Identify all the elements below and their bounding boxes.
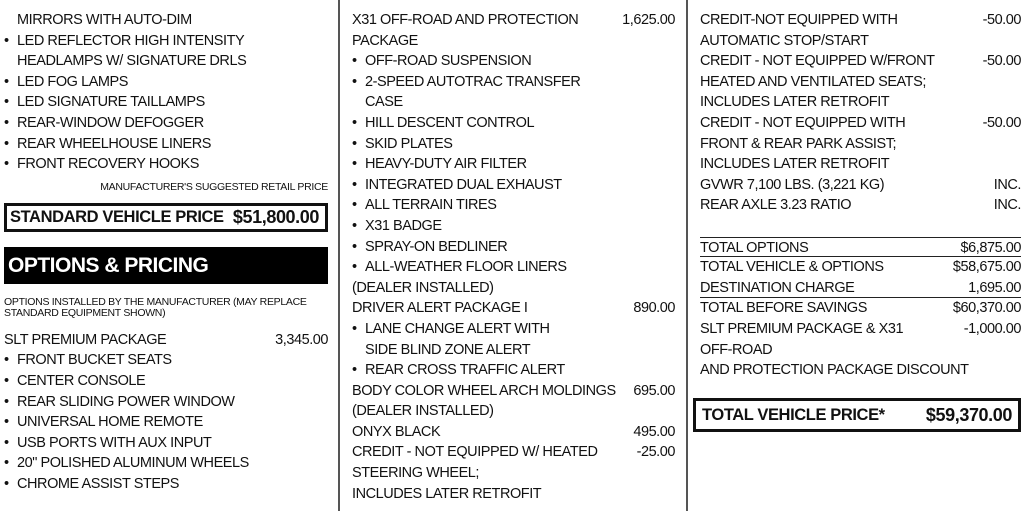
item-label: • LANE CHANGE ALERT WITH bbox=[352, 319, 550, 340]
item-label: INCLUDES LATER RETROFIT bbox=[700, 156, 890, 173]
item-label: • FRONT BUCKET SEATS bbox=[4, 350, 172, 371]
price-line-item bbox=[700, 10, 1021, 31]
item-label: • OFF-ROAD SUSPENSION bbox=[352, 51, 531, 72]
list-item bbox=[700, 216, 1021, 237]
list-item bbox=[352, 134, 675, 155]
item-label: • REAR-WINDOW DEFOGGER bbox=[4, 113, 204, 134]
list-item bbox=[352, 463, 675, 484]
list-item bbox=[700, 72, 1021, 93]
list-item bbox=[352, 237, 675, 258]
list-item bbox=[700, 134, 1021, 155]
list-item bbox=[4, 453, 328, 474]
item-label: CREDIT - NOT EQUIPPED W/FRONT bbox=[700, 53, 935, 70]
list-item bbox=[700, 31, 1021, 52]
standard-price-value: $51,800.00 bbox=[232, 206, 319, 227]
list-item bbox=[4, 31, 328, 52]
item-label: ONYX BLACK bbox=[352, 423, 441, 440]
item-label: • INTEGRATED DUAL EXHAUST bbox=[352, 175, 562, 196]
list-item bbox=[700, 340, 1021, 361]
column-options-continued bbox=[352, 10, 675, 504]
standard-vehicle-price-box bbox=[4, 203, 328, 232]
price-line-item bbox=[700, 175, 1021, 196]
list-item bbox=[700, 360, 1021, 381]
item-price: -50.00 bbox=[982, 53, 1021, 70]
item-price: -50.00 bbox=[982, 12, 1021, 28]
list-item bbox=[4, 134, 328, 155]
item-label: SIDE BLIND ZONE ALERT bbox=[365, 341, 531, 358]
item-price: 495.00 bbox=[633, 423, 675, 440]
item-price: $58,675.00 bbox=[952, 259, 1021, 276]
item-label: (DEALER INSTALLED) bbox=[352, 279, 494, 296]
item-price: -25.00 bbox=[636, 444, 675, 461]
price-line-item bbox=[700, 298, 1021, 319]
item-label: PACKAGE bbox=[352, 32, 418, 49]
item-label: • LED SIGNATURE TAILLAMPS bbox=[4, 92, 205, 113]
item-label: • SPRAY-ON BEDLINER bbox=[352, 237, 507, 258]
item-label: • HEAVY-DUTY AIR FILTER bbox=[352, 154, 527, 175]
item-label: CREDIT - NOT EQUIPPED WITH bbox=[700, 114, 906, 131]
list-item bbox=[352, 113, 675, 134]
list-item bbox=[352, 484, 675, 505]
column-divider bbox=[338, 0, 340, 511]
item-label: SLT PREMIUM PACKAGE & X31 bbox=[700, 320, 904, 337]
item-price: 1,695.00 bbox=[968, 279, 1021, 296]
options-list bbox=[4, 330, 328, 495]
item-price: $60,370.00 bbox=[952, 300, 1021, 317]
price-line-item bbox=[352, 298, 675, 319]
item-label: • ALL-WEATHER FLOOR LINERS bbox=[352, 257, 567, 278]
item-label: BODY COLOR WHEEL ARCH MOLDINGS bbox=[352, 382, 616, 399]
msrp-label: MANUFACTURER'S SUGGESTED RETAIL PRICE bbox=[100, 180, 328, 193]
column-credits-and-totals bbox=[700, 10, 1021, 381]
item-label: MIRRORS WITH AUTO-DIM bbox=[17, 12, 192, 28]
item-label: • SKID PLATES bbox=[352, 134, 452, 155]
item-label: TOTAL OPTIONS bbox=[700, 239, 809, 256]
total-vehicle-price-box bbox=[693, 398, 1021, 432]
item-label: • CENTER CONSOLE bbox=[4, 371, 145, 392]
item-label: GVWR 7,100 LBS. (3,221 KG) bbox=[700, 176, 885, 193]
item-label: AUTOMATIC STOP/START bbox=[700, 32, 869, 49]
list-item bbox=[4, 392, 328, 413]
item-label: CREDIT-NOT EQUIPPED WITH bbox=[700, 12, 898, 28]
item-price: 695.00 bbox=[633, 382, 675, 399]
item-label: • REAR CROSS TRAFFIC ALERT bbox=[352, 360, 565, 381]
item-label: • LED REFLECTOR HIGH INTENSITY bbox=[4, 31, 244, 52]
item-price: 3,345.00 bbox=[275, 331, 328, 348]
list-item bbox=[352, 175, 675, 196]
list-item bbox=[4, 371, 328, 392]
list-item bbox=[352, 72, 675, 93]
item-label: • FRONT RECOVERY HOOKS bbox=[4, 154, 199, 175]
list-item bbox=[352, 360, 675, 381]
item-label: CREDIT - NOT EQUIPPED W/ HEATED bbox=[352, 444, 598, 461]
item-label: SLT PREMIUM PACKAGE bbox=[4, 331, 167, 348]
item-price: 890.00 bbox=[633, 300, 675, 317]
list-item bbox=[4, 474, 328, 495]
list-item bbox=[352, 319, 675, 340]
item-label: TOTAL BEFORE SAVINGS bbox=[700, 300, 867, 317]
item-label: DRIVER ALERT PACKAGE I bbox=[352, 300, 528, 317]
list-item bbox=[352, 257, 675, 278]
list-item bbox=[700, 92, 1021, 113]
total-price-value: $59,370.00 bbox=[925, 404, 1012, 425]
price-line-item bbox=[700, 319, 1021, 340]
list-item bbox=[352, 340, 675, 361]
price-line-item bbox=[352, 10, 675, 31]
list-item bbox=[4, 154, 328, 175]
price-line-item bbox=[700, 278, 1021, 299]
item-price: $6,875.00 bbox=[960, 239, 1021, 256]
total-price-label: TOTAL VEHICLE PRICE* bbox=[702, 405, 885, 424]
list-item bbox=[4, 350, 328, 371]
list-item bbox=[352, 401, 675, 422]
price-line-item bbox=[700, 51, 1021, 72]
options-pricing-header: OPTIONS & PRICING bbox=[4, 247, 328, 284]
list-item bbox=[4, 72, 328, 93]
item-label: • USB PORTS WITH AUX INPUT bbox=[4, 433, 211, 454]
list-item bbox=[700, 154, 1021, 175]
options-note: OPTIONS INSTALLED BY THE MANUFACTURER (MAY REPLACE STANDARD EQUIPMENT SHOWN) bbox=[4, 295, 307, 320]
item-label: • REAR WHEELHOUSE LINERS bbox=[4, 134, 211, 155]
price-line-item bbox=[352, 442, 675, 463]
column-standard-and-options bbox=[4, 10, 328, 495]
item-label: STEERING WHEEL; bbox=[352, 465, 479, 482]
column-divider bbox=[686, 0, 688, 511]
item-label: • ALL TERRAIN TIRES bbox=[352, 195, 497, 216]
item-label: OFF-ROAD bbox=[700, 341, 773, 358]
item-label: TOTAL VEHICLE & OPTIONS bbox=[700, 259, 884, 276]
item-label: HEADLAMPS W/ SIGNATURE DRLS bbox=[17, 53, 247, 70]
item-label: • 2-SPEED AUTOTRAC TRANSFER bbox=[352, 72, 580, 93]
price-line-item bbox=[700, 195, 1021, 216]
item-price: -50.00 bbox=[982, 114, 1021, 131]
list-item bbox=[352, 216, 675, 237]
item-price: INC. bbox=[993, 176, 1021, 193]
list-item bbox=[4, 51, 328, 72]
price-line-item bbox=[700, 257, 1021, 278]
item-label: AND PROTECTION PACKAGE DISCOUNT bbox=[700, 362, 969, 379]
item-label: • UNIVERSAL HOME REMOTE bbox=[4, 412, 203, 433]
item-label: • REAR SLIDING POWER WINDOW bbox=[4, 392, 235, 413]
item-label: • HILL DESCENT CONTROL bbox=[352, 113, 534, 134]
list-item bbox=[352, 278, 675, 299]
list-item bbox=[4, 412, 328, 433]
item-label: • X31 BADGE bbox=[352, 216, 442, 237]
price-line-item bbox=[4, 330, 328, 351]
item-price: INC. bbox=[993, 197, 1021, 214]
item-label: REAR AXLE 3.23 RATIO bbox=[700, 197, 852, 214]
price-line-item bbox=[700, 237, 1021, 258]
item-label: • 20" POLISHED ALUMINUM WHEELS bbox=[4, 453, 249, 474]
standard-price-label: STANDARD VEHICLE PRICE bbox=[10, 207, 224, 226]
list-item bbox=[352, 31, 675, 52]
list-item bbox=[4, 113, 328, 134]
price-line-item bbox=[352, 381, 675, 402]
list-item bbox=[352, 195, 675, 216]
item-label: • CHROME ASSIST STEPS bbox=[4, 474, 179, 495]
item-price: -1,000.00 bbox=[963, 320, 1021, 337]
item-label: • LED FOG LAMPS bbox=[4, 72, 128, 93]
item-label: CASE bbox=[365, 94, 403, 111]
item-label: INCLUDES LATER RETROFIT bbox=[352, 485, 542, 502]
item-label: HEATED AND VENTILATED SEATS; bbox=[700, 73, 926, 90]
item-label: (DEALER INSTALLED) bbox=[352, 403, 494, 420]
list-item bbox=[4, 92, 328, 113]
list-item bbox=[352, 154, 675, 175]
list-item bbox=[4, 433, 328, 454]
price-line-item bbox=[700, 113, 1021, 134]
item-label: DESTINATION CHARGE bbox=[700, 279, 855, 296]
item-label: X31 OFF-ROAD AND PROTECTION bbox=[352, 12, 579, 28]
list-item bbox=[4, 10, 328, 31]
standard-equipment-list bbox=[4, 10, 328, 175]
item-price: 1,625.00 bbox=[622, 12, 675, 28]
list-item bbox=[352, 51, 675, 72]
item-label: FRONT & REAR PARK ASSIST; bbox=[700, 135, 897, 152]
list-item bbox=[352, 92, 675, 113]
price-line-item bbox=[352, 422, 675, 443]
item-label: INCLUDES LATER RETROFIT bbox=[700, 94, 890, 111]
